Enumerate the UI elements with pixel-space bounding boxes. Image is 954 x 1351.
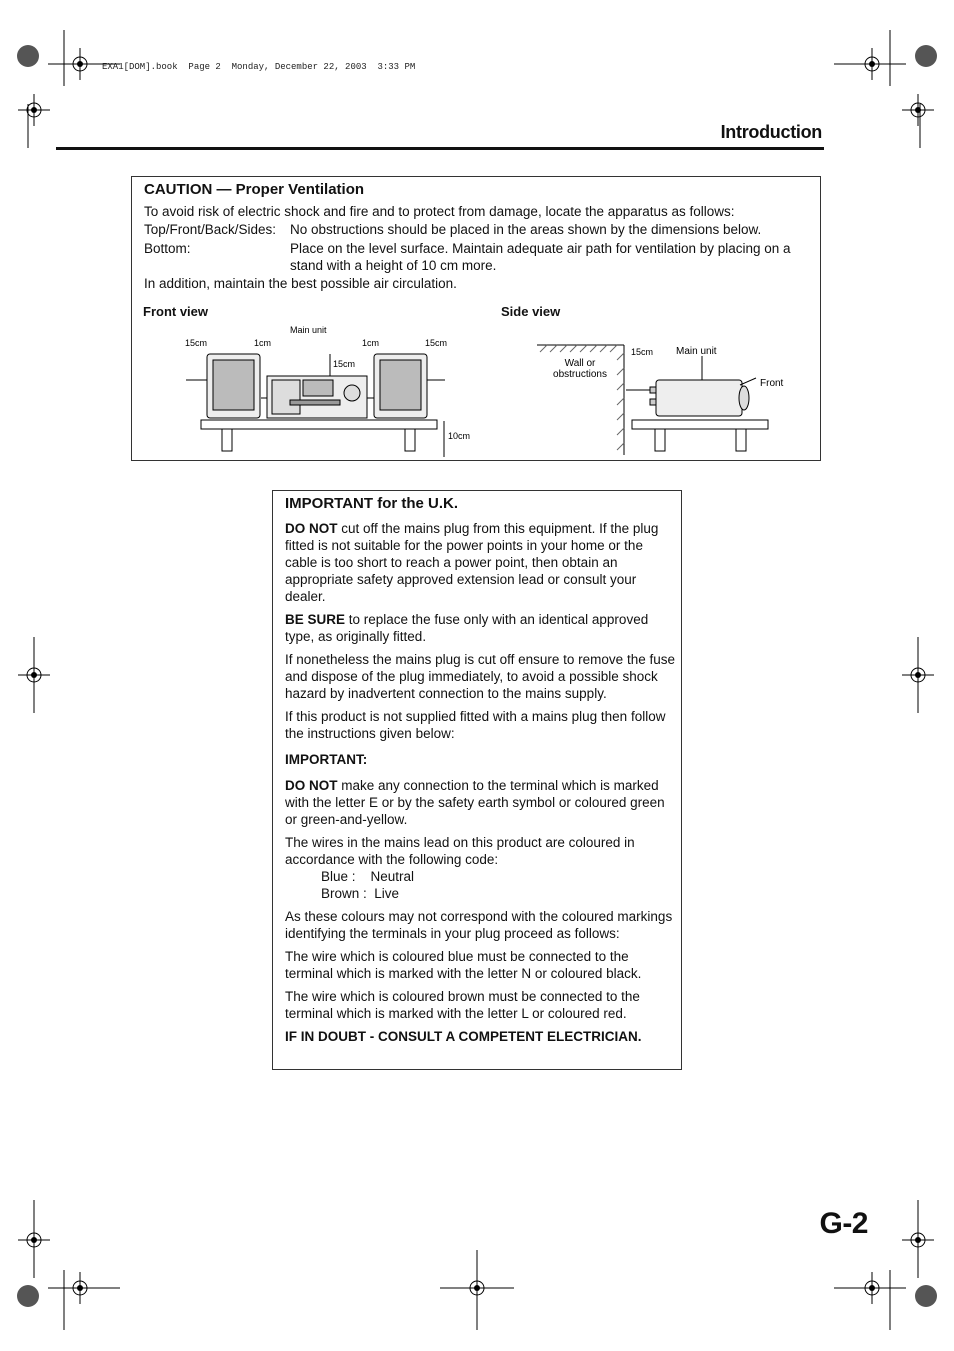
- side-view-label: Side view: [501, 304, 561, 319]
- uk-p5-bold: DO NOT: [285, 778, 338, 793]
- uk-paragraph-4: If this product is not supplied fitted with a mains plug then follow the instructions given below:: [285, 709, 666, 741]
- uk-title: IMPORTANT for the U.K.: [285, 495, 459, 512]
- uk-important-text: IMPORTANT:: [285, 752, 368, 767]
- caution-row-label-bottom: Bottom:: [144, 241, 191, 256]
- side-front-label: Front: [760, 378, 784, 389]
- header-rule: [56, 147, 824, 150]
- uk-important-label: [285, 751, 675, 768]
- front-dim-15-right: 15cm: [425, 338, 448, 348]
- uk-paragraph-3: If nonetheless the mains plug is cut off ensure to remove the fuse and dispose of the plug immediately, to avoid a possible shock hazard by inadvertent connection to the mains supply.: [285, 652, 675, 701]
- front-main-unit-label: Main unit: [290, 325, 327, 335]
- caution-row-label-sides: Top/Front/Back/Sides:: [144, 222, 277, 237]
- side-main-unit-label: Main unit: [676, 346, 717, 357]
- front-view-label: Front view: [143, 304, 209, 319]
- uk-p2-text: to replace the fuse only with an identical approved type, as originally fitted.: [285, 612, 649, 644]
- uk-paragraph-7: As these colours may not correspond with the coloured markings identifying the terminals in your plug proceed as follows:: [285, 909, 673, 941]
- uk-code-brown: Brown : Live: [321, 886, 400, 901]
- caution-row-text-bottom: Place on the level surface. Maintain adequate air path for ventilation by placing on a stand with a height of 10 cm more.: [290, 241, 791, 273]
- front-dim-15-top: 15cm: [333, 359, 356, 369]
- caution-addition: In addition, maintain the best possible air circulation.: [144, 276, 457, 291]
- front-view-diagram: [170, 320, 480, 460]
- uk-closing-text: IF IN DOUBT - CONSULT A COMPETENT ELECTRICIAN.: [285, 1029, 642, 1044]
- front-dim-10-bottom: 10cm: [448, 431, 471, 441]
- caution-title: CAUTION — Proper Ventilation: [144, 181, 365, 198]
- side-view-diagram: [530, 335, 790, 460]
- uk-p5-text: make any connection to the terminal which is marked with the letter E or by the safety earth symbol or coloured green or green-and-yellow.: [285, 778, 665, 827]
- uk-paragraph-1: [285, 520, 675, 605]
- uk-paragraph-6: The wires in the mains lead on this product are coloured in accordance with the following code:: [285, 835, 635, 867]
- section-title: Introduction: [720, 122, 822, 142]
- uk-p1-text: cut off the mains plug from this equipment. If the plug fitted is not suitable for the power points in your home or the cable is too short to reach a power point, then obtain an appropriate safety approved extension lead or consult your dealer.: [285, 521, 659, 604]
- side-dim-15: 15cm: [631, 347, 654, 357]
- uk-code-blue: Blue : Neutral: [321, 869, 415, 884]
- uk-body: [285, 520, 675, 1051]
- side-wall-label: Wall or obstructions: [553, 358, 607, 380]
- uk-paragraph-8: The wire which is coloured blue must be connected to the terminal which is marked with the letter N or coloured black.: [285, 949, 642, 981]
- uk-paragraph-2: [285, 611, 675, 645]
- uk-paragraph-9: The wire which is coloured brown must be connected to the terminal which is marked with the letter L or coloured red.: [285, 989, 640, 1021]
- caution-row-text-sides: No obstructions should be placed in the areas shown by the dimensions below.: [290, 222, 762, 237]
- file-header: EXA1[DOM].book Page 2 Monday, December 22, 2003 3:33 PM: [102, 62, 416, 72]
- front-dim-1-right: 1cm: [362, 338, 380, 348]
- uk-paragraph-5: [285, 777, 675, 828]
- front-dim-15-left: 15cm: [185, 338, 208, 348]
- uk-p1-bold: DO NOT: [285, 521, 338, 536]
- uk-closing: [285, 1028, 675, 1045]
- uk-p2-bold: BE SURE: [285, 612, 346, 627]
- caution-intro: To avoid risk of electric shock and fire and to protect from damage, locate the apparatus as follows:: [144, 204, 735, 219]
- front-dim-1-left: 1cm: [254, 338, 272, 348]
- page-number: G-2: [819, 1207, 868, 1240]
